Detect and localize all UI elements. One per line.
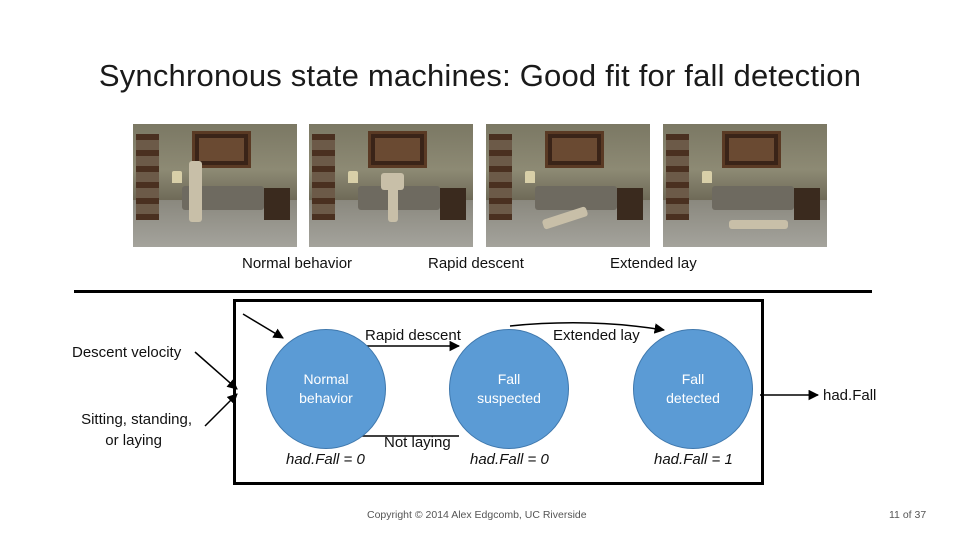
output-suspected: had.Fall = 0 <box>470 451 549 468</box>
label-extended-lay: Extended lay <box>610 255 697 272</box>
state-normal-line2: behavior <box>299 390 353 406</box>
state-suspected-line2: suspected <box>477 390 541 406</box>
state-suspected-line1: Fall <box>497 371 521 387</box>
label-normal-behavior: Normal behavior <box>242 255 353 272</box>
transition-extended-lay: Extended lay <box>553 327 640 344</box>
state-normal-behavior <box>266 329 386 449</box>
label-rapid-descent: Rapid descent <box>428 255 524 272</box>
output-normal: had.Fall = 0 <box>286 451 365 468</box>
transition-rapid-descent: Rapid descent <box>365 327 461 344</box>
state-fall-detected <box>633 329 753 449</box>
footer-copyright: Copyright © 2014 Alex Edgcomb, UC Riverside <box>367 509 587 521</box>
state-fall-suspected <box>449 329 569 449</box>
state-normal-line1: Normal <box>303 371 349 387</box>
input-position-line2: or laying <box>105 432 162 449</box>
input-descent-velocity: Descent velocity <box>72 344 182 361</box>
state-detected-line1: Fall <box>681 371 705 387</box>
transition-not-laying: Not laying <box>384 434 451 451</box>
slide-title: Synchronous state machines: Good fit for fall detection <box>98 58 862 93</box>
output-detected: had.Fall = 1 <box>654 451 733 468</box>
state-detected-line2: detected <box>666 390 720 406</box>
input-position-line1: Sitting, standing, <box>81 411 192 428</box>
output-had-fall: had.Fall <box>823 387 877 404</box>
footer-page-number: 11 of 37 <box>889 509 927 521</box>
